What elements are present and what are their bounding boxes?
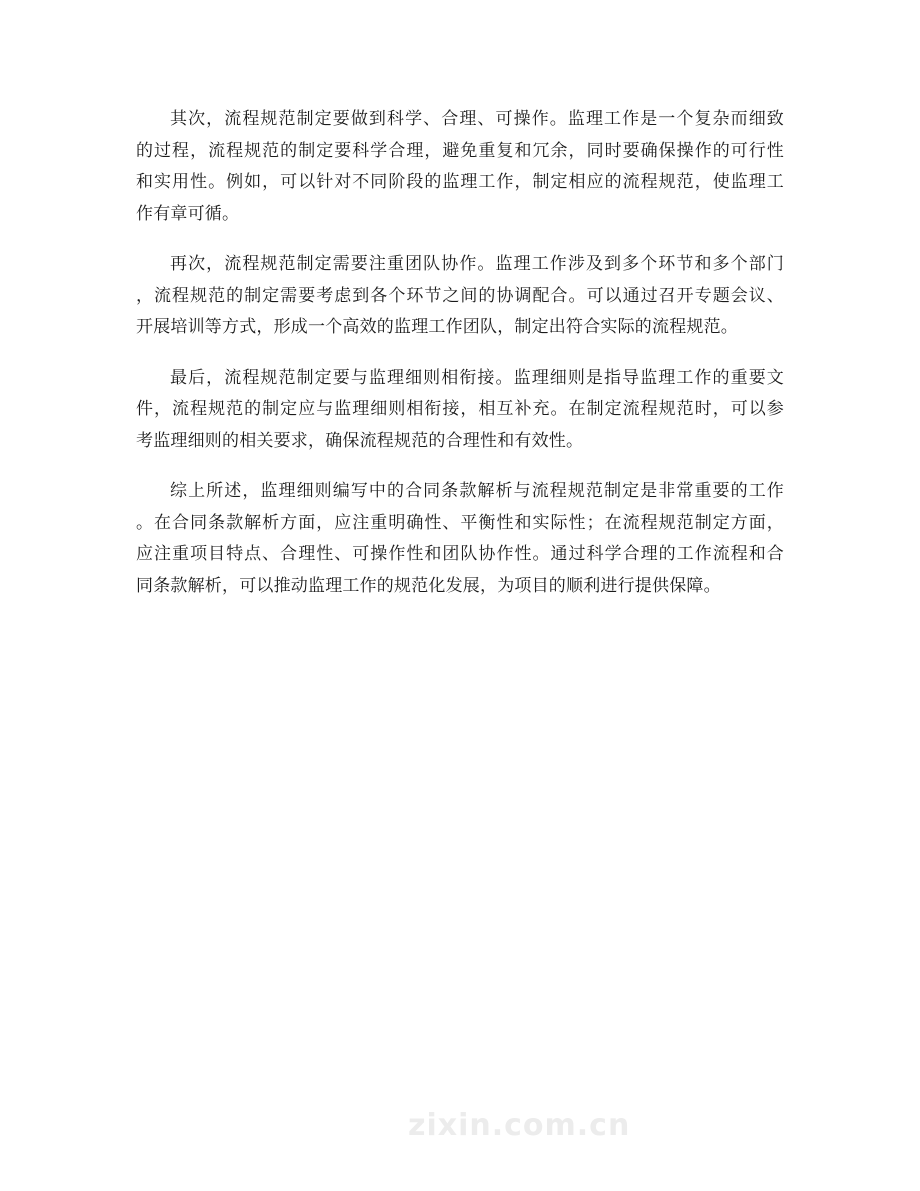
paragraph-line: 应注重项目特点、合理性、可操作性和团队协作性。通过科学合理的工作流程和合 [136, 544, 784, 564]
watermark-logo: zixin.com.cn [408, 1108, 631, 1143]
paragraph-line: 和实用性。例如，可以针对不同阶段的监理工作，制定相应的流程规范，使监理工 [136, 172, 784, 192]
paragraph-line: 开展培训等方式，形成一个高效的监理工作团队，制定出符合实际的流程规范。 [136, 317, 738, 337]
paragraph-line: 综上所述，监理细则编写中的合同条款解析与流程规范制定是非常重要的工作 [170, 481, 784, 501]
paragraph-2 [136, 249, 784, 344]
paragraph-line: 最后，流程规范制定要与监理细则相衔接。监理细则是指导监理工作的重要文 [170, 367, 784, 388]
paragraph-line: 的过程，流程规范的制定要科学合理，避免重复和冗余，同时要确保操作的可行性 [136, 140, 784, 161]
paragraph-3 [136, 363, 784, 458]
paragraph-line: 。在合同条款解析方面，应注重明确性、平衡性和实际性；在流程规范制定方面， [136, 512, 784, 533]
paragraph-line: 再次，流程规范制定需要注重团队协作。监理工作涉及到多个环节和多个部门 [170, 254, 784, 274]
paragraph-line: 件，流程规范的制定应与监理细则相衔接，相互补充。在制定流程规范时，可以参 [136, 399, 784, 419]
paragraph-line: 考监理细则的相关要求，确保流程规范的合理性和有效性。 [136, 430, 584, 451]
document-body [136, 104, 784, 621]
paragraph-1 [136, 104, 784, 230]
paragraph-4 [136, 476, 784, 602]
paragraph-line: ，流程规范的制定需要考虑到各个环节之间的协调配合。可以通过召开专题会议、 [136, 285, 784, 306]
paragraph-line: 其次，流程规范制定要做到科学、合理、可操作。监理工作是一个复杂而细致 [170, 109, 784, 129]
paragraph-line: 作有章可循。 [136, 203, 240, 224]
paragraph-line: 同条款解析，可以推动监理工作的规范化发展，为项目的顺利进行提供保障。 [136, 575, 721, 596]
